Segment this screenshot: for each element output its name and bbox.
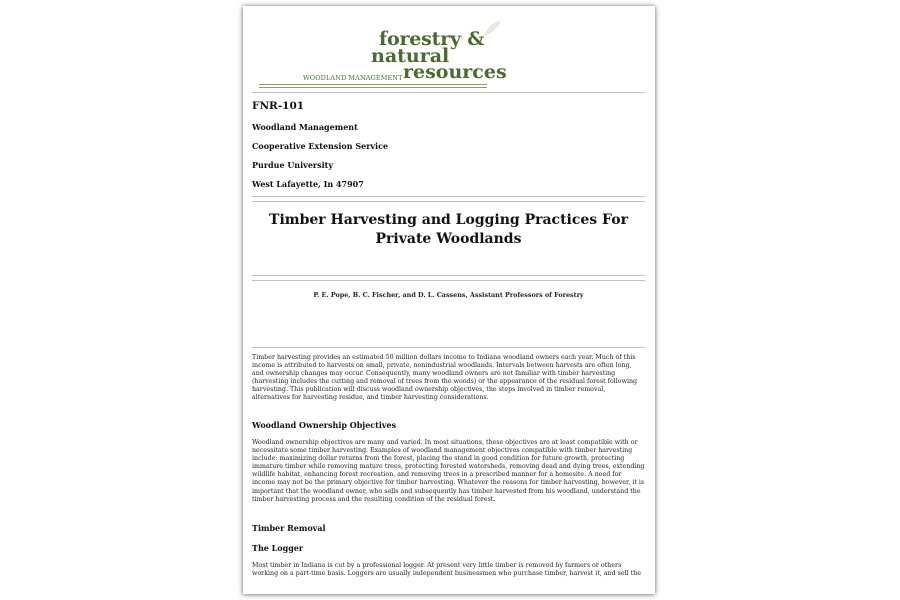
header-line-address: West Lafayette, In 47907 <box>252 179 364 189</box>
leaf-icon <box>482 20 502 38</box>
divider <box>252 201 645 202</box>
divider <box>252 275 645 276</box>
divider <box>252 196 645 197</box>
logo-rule <box>259 87 487 88</box>
document-title: Timber Harvesting and Logging Practices For Private Woodlands <box>269 212 628 247</box>
section-heading-timber-removal: Timber Removal <box>252 523 326 533</box>
document-page <box>243 6 655 594</box>
logo-text-forestry: forestry & <box>379 28 485 50</box>
logo-text-natural: natural <box>371 45 450 67</box>
ownership-objectives-paragraph: Woodland ownership objectives are many and varied. In most situations, these objectives are at least compatible with or necessitate some timber harvesting. Examples of woodland management objectives compatible with timber harvesting include: maximizing dollar returns from the forest, placing the stand in good condition for future growth, protecting immature timber while removing mature trees, protecting forested watersheds, removing dead and dying trees, extending wildlife habitat, enhancing forest recreation, and removing trees in a prescribed manner for a homesite. A need for income may not be the primary objective for timber harvesting. Whatever the reasons for timber harvesting, however, it is important that the woodland owner, who sells and subsequently has timber harvested from his woodland, understand the timber harvesting process and the resulting condition of the residual forest. <box>252 439 645 503</box>
section-heading-logger: The Logger <box>252 543 304 553</box>
header-line-service: Cooperative Extension Service <box>252 141 389 151</box>
divider <box>252 347 645 348</box>
logger-paragraph: Most timber in Indiana is cut by a professional logger. At present very little timber is removed by farmers or others working on a part-time basis. Loggers are usually independent businessmen who purchase timber, harvest it, and sell the <box>252 562 641 578</box>
logo-text-resources: resources <box>403 61 507 83</box>
logo-rule <box>259 84 487 85</box>
authors-line: P. E. Pope, B. C. Fischer, and D. L. Cassens, Assistant Professors of Forestry <box>313 291 584 299</box>
logo-subtitle: WOODLAND MANAGEMENT <box>303 74 403 82</box>
divider <box>252 280 645 281</box>
publication-code: FNR-101 <box>252 100 305 112</box>
divider <box>252 92 645 93</box>
section-heading-ownership-objectives: Woodland Ownership Objectives <box>252 420 397 430</box>
intro-paragraph: Timber harvesting provides an estimated 50 million dollars income to Indiana woodland owners each year. Much of this income is attributed to harvests on small, private, nonindustrial woodlands. Intervals between harvests are often long, and ownership changes may occur. Consequently, many woodland owners are not familiar with timber harvesting (harvesting includes the cutting and removal of trees from the woods) or the appearance of the residual forest following harvesting. This publication will discuss woodland ownership objectives, the steps involved in timber removal, alternatives for harvesting residue, and timber harvesting considerations. <box>252 354 638 402</box>
header-line-university: Purdue University <box>252 160 334 170</box>
forestry-logo <box>257 16 507 88</box>
header-line-department: Woodland Management <box>252 122 358 132</box>
